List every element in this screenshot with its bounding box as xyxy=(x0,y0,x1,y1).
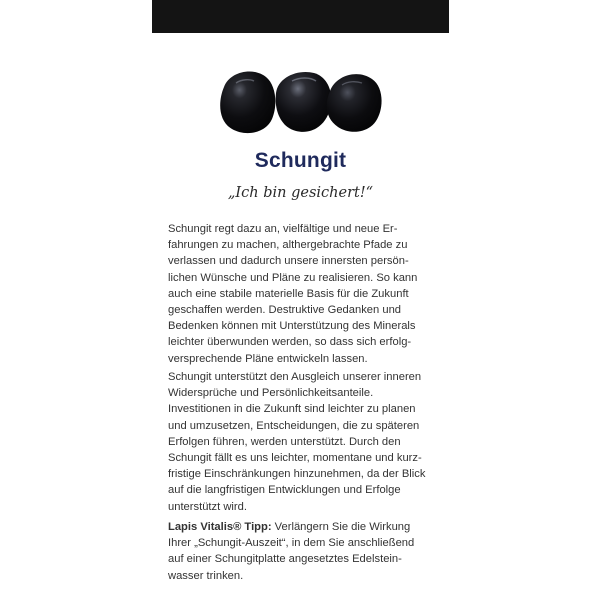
tip-first-line xyxy=(168,519,434,535)
description-paragraph-1 xyxy=(168,221,434,367)
stone-middle xyxy=(276,72,332,132)
tip-line: auf einer Schungitplatte angesetztes Edelstein- xyxy=(168,553,402,566)
stone-left xyxy=(220,72,275,134)
tip-line: wasser trinken. xyxy=(168,569,244,582)
tip-label: Lapis Vitalis® Tipp: xyxy=(168,521,272,533)
product-title: Schungit xyxy=(254,149,347,172)
tip-line-text: Verlängern Sie die Wirkung xyxy=(271,521,411,533)
stone-right xyxy=(327,74,382,132)
paragraph-line: fahrungen zu machen, althergebrachte Pfade zu xyxy=(168,239,408,252)
paragraph-line: und umzusetzen, Entscheidungen, die zu späteren xyxy=(168,419,420,432)
paragraph-line: leichter überwunden werden, so dass sich erfolg- xyxy=(168,336,412,349)
description-paragraph-2 xyxy=(168,369,434,515)
paragraph-line: geschaffen werden. Destruktive Gedanken und xyxy=(168,304,402,317)
product-motto: „Ich bin gesichert!“ xyxy=(227,185,374,201)
tip-paragraph xyxy=(168,519,434,584)
paragraph-line: Erfolgen führen, werden unterstützt. Durch den xyxy=(168,435,401,448)
product-card xyxy=(152,33,449,600)
paragraph-line: Bedenken können mit Unterstützung des Minerals xyxy=(168,320,416,333)
paragraph-line: auch eine stabile materielle Basis für die Zukunft xyxy=(168,287,409,300)
paragraph-line: versprechende Pläne entwickeln lassen. xyxy=(168,352,368,365)
top-bar xyxy=(152,0,449,33)
paragraph-line: Schungit unterstützt den Ausgleich unserer inneren xyxy=(168,371,422,383)
tip-line: Ihrer „Schungit-Auszeit“, in dem Sie anschließend xyxy=(168,537,415,550)
paragraph-line: lichen Wünsche und Pläne zu realisieren. So kann xyxy=(168,271,418,284)
paragraph-line: Schungit regt dazu an, vielfältige und neue Er- xyxy=(168,223,398,235)
paragraph-line: fristige Einschränkungen hinzunehmen, da der Blick xyxy=(168,468,426,481)
paragraph-line: unterstützt wird. xyxy=(168,500,247,513)
paragraph-line: Investitionen in die Zukunft sind leichter zu planen xyxy=(168,403,416,416)
paragraph-line: Widersprüche und Persönlichkeitsanteile. xyxy=(168,387,374,400)
paragraph-line: auf die langfristigen Entwicklungen und Erfolge xyxy=(168,484,401,497)
paragraph-line: verlassen und dadurch unsere innersten persön- xyxy=(168,255,409,268)
paragraph-line: Schungit fällt es uns leichter, momentane und kurz- xyxy=(168,452,422,465)
shungite-stones-image xyxy=(214,65,384,137)
